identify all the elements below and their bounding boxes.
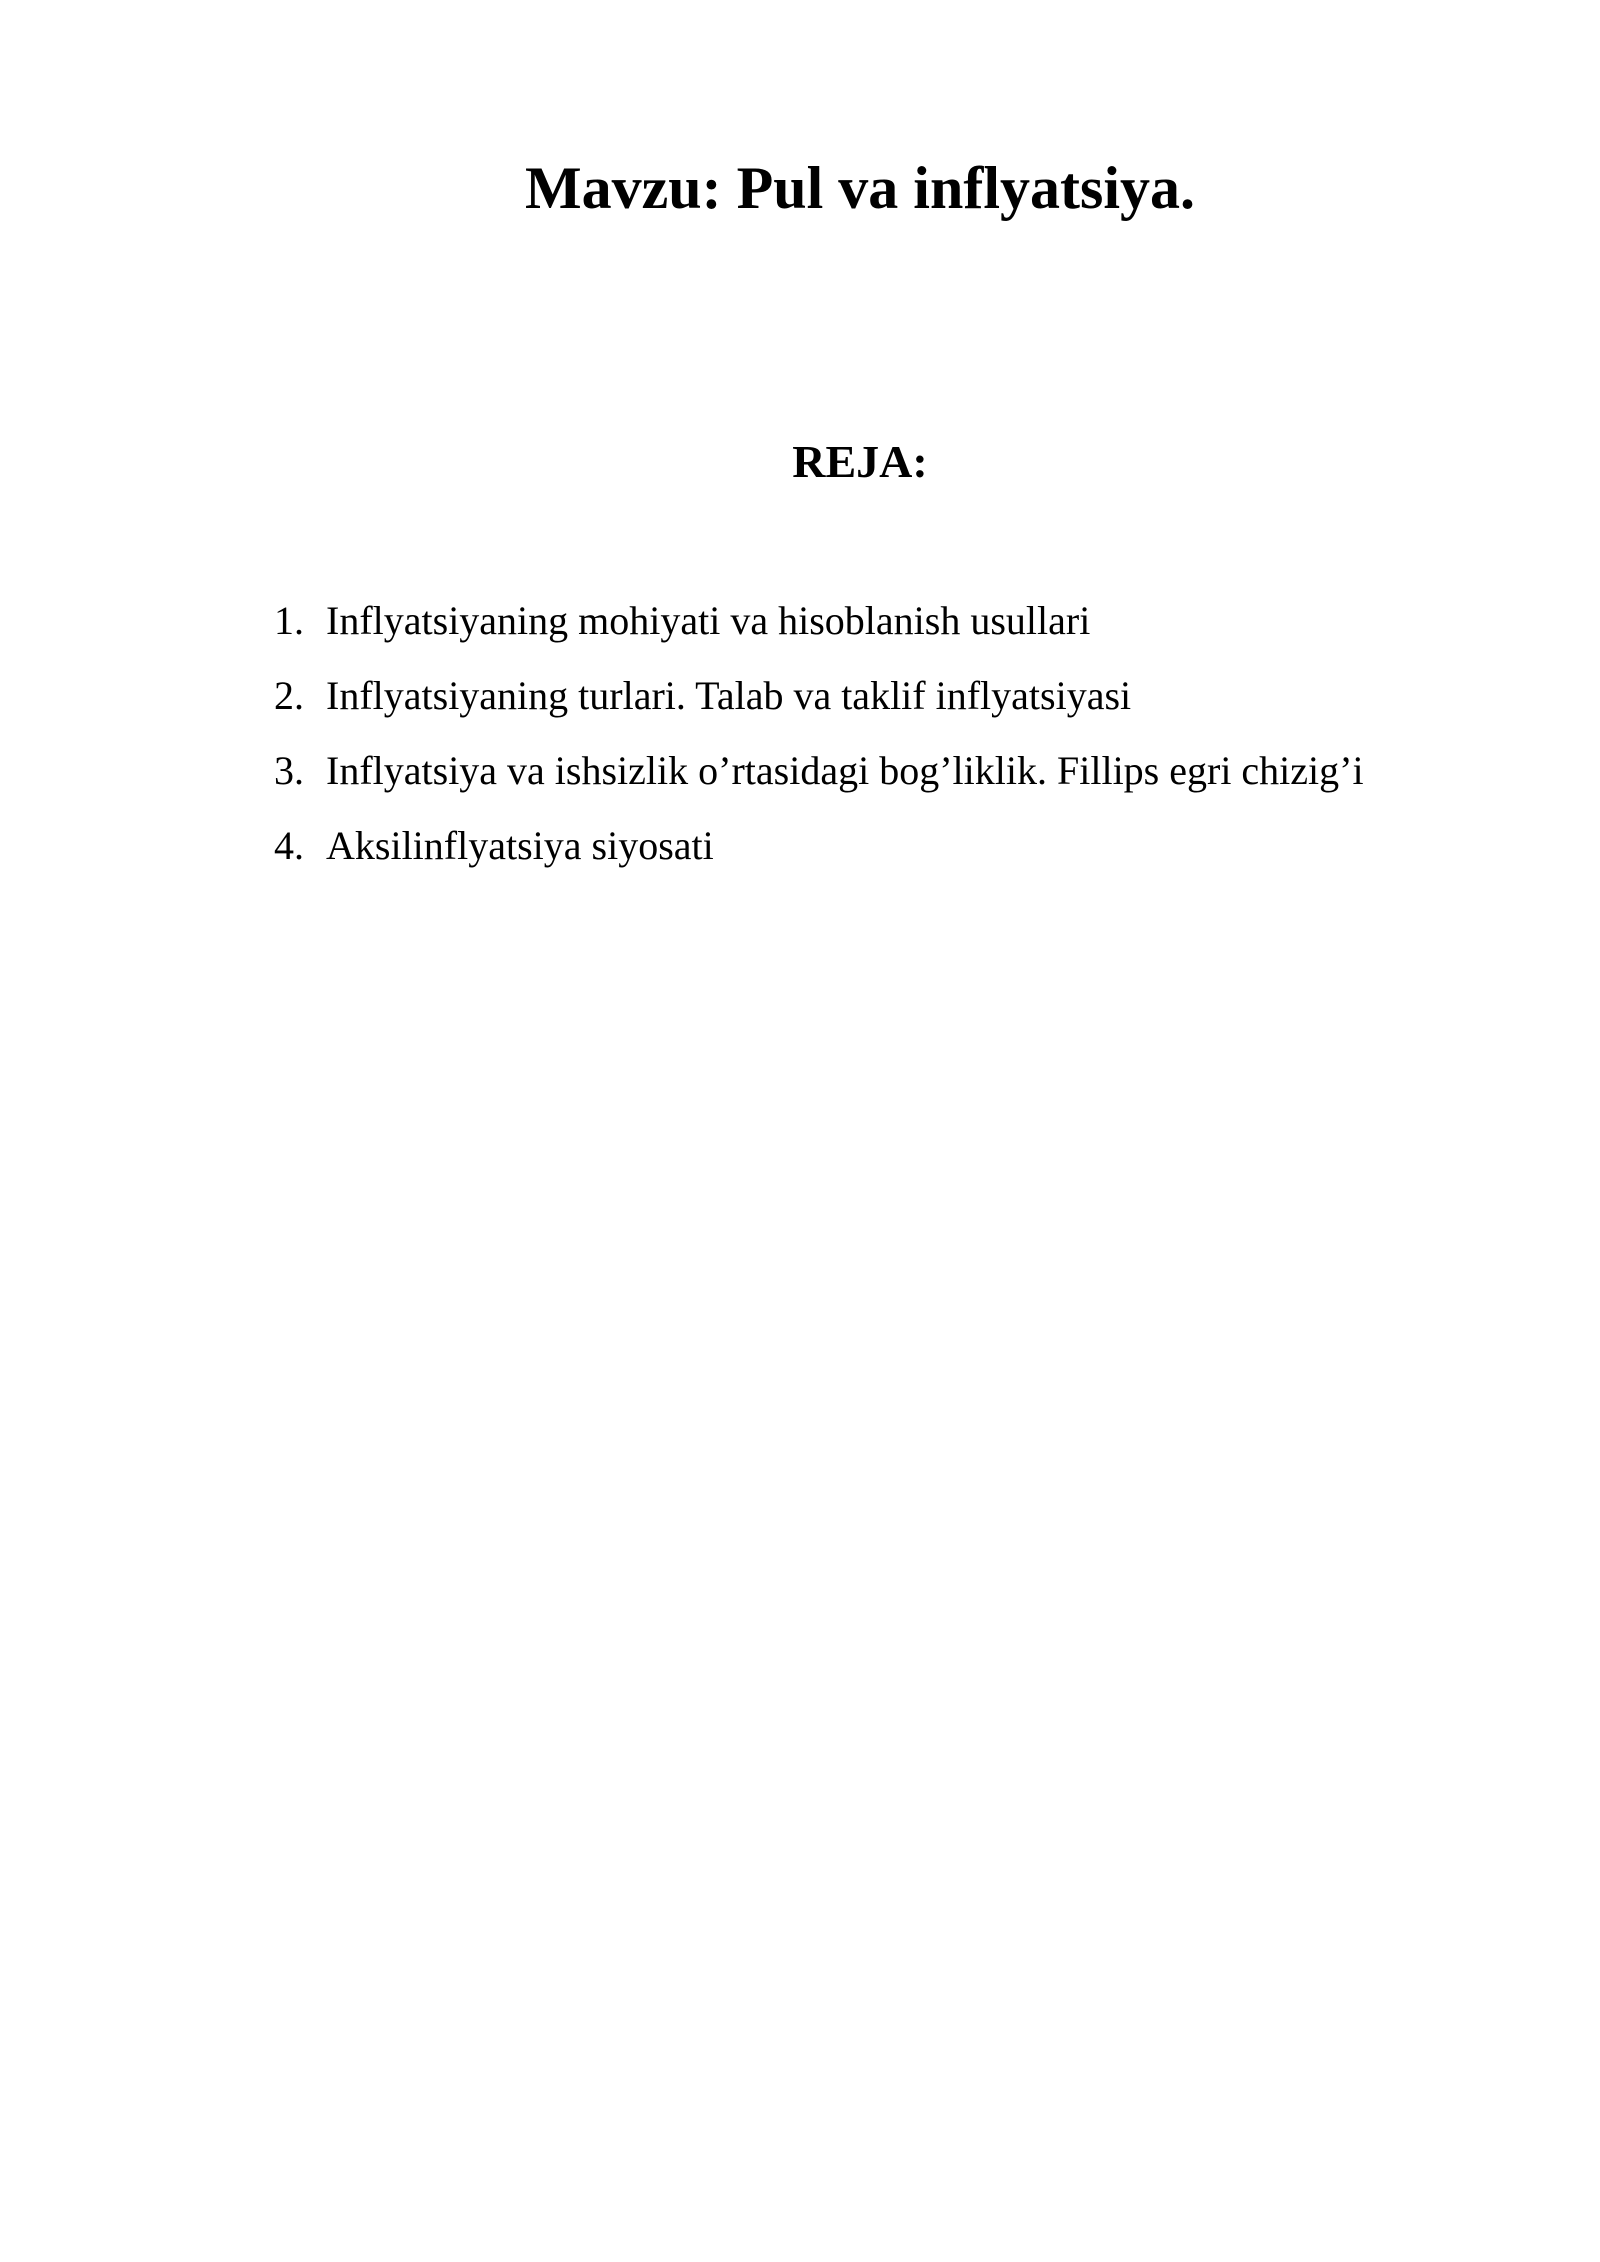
- page-title: Mavzu: Pul va inflyatsiya.: [525, 155, 1195, 221]
- plan-heading: REJA:: [792, 436, 928, 487]
- plan-item: [274, 813, 1574, 888]
- plan-item-text: Inflyatsiyaning turlari. Talab va taklif inflyatsiyasi: [326, 673, 1132, 718]
- plan-item-number: 4.: [274, 823, 304, 868]
- plan-item-text: Inflyatsiya va ishsizlik o’rtasidagi bog’liklik. Fillips egri chizig’i: [326, 748, 1364, 793]
- plan-item-text: Inflyatsiyaning mohiyati va hisoblanish usullari: [326, 598, 1091, 643]
- plan-item-number: 1.: [274, 598, 304, 643]
- plan-item: [274, 738, 1574, 813]
- plan-item: [274, 588, 1574, 663]
- plan-item: [274, 663, 1574, 738]
- plan-list: [274, 588, 1574, 888]
- plan-item-text: Aksilinflyatsiya siyosati: [326, 823, 714, 868]
- plan-item-number: 2.: [274, 673, 304, 718]
- plan-item-number: 3.: [274, 748, 304, 793]
